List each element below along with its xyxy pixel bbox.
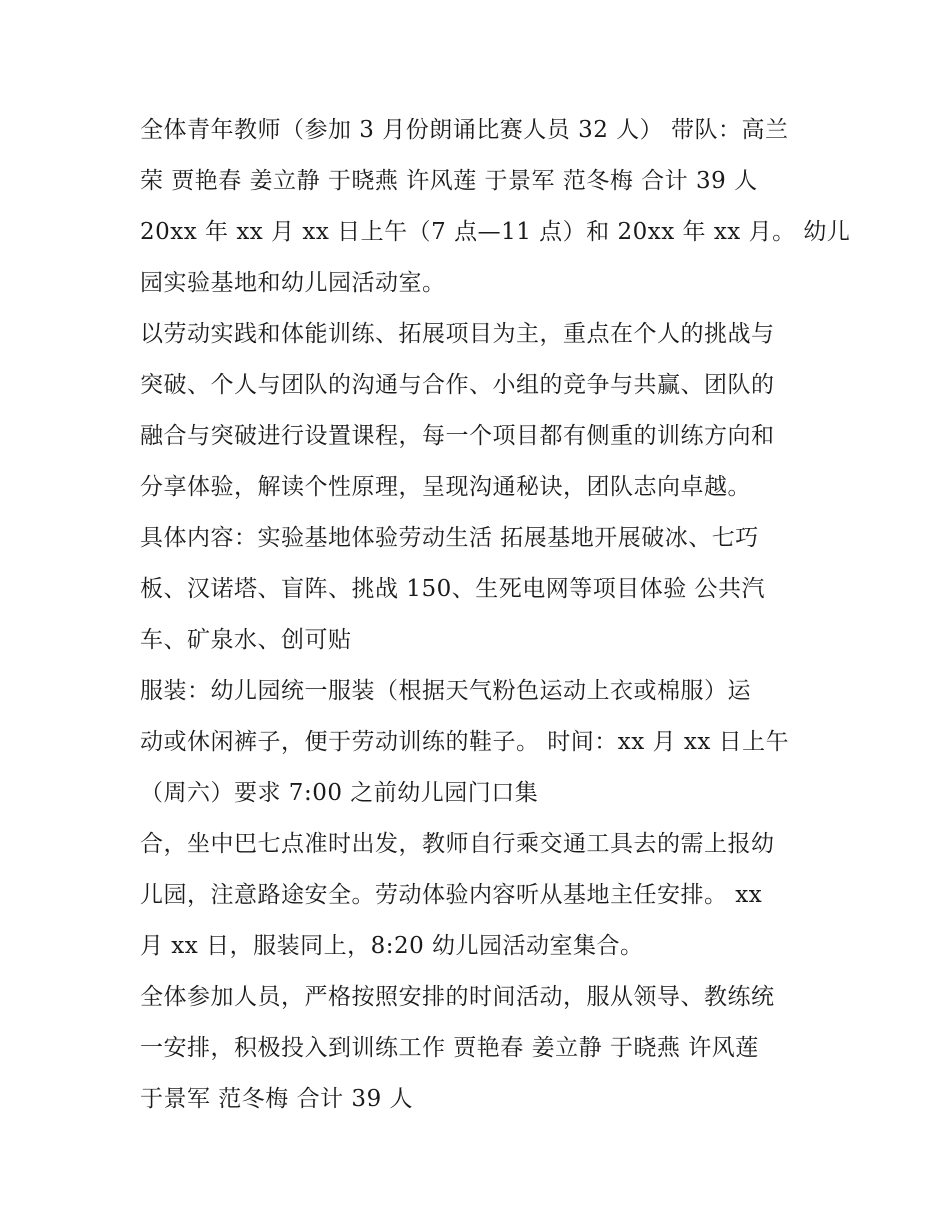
text-line: 全体青年教师（参加 3 月份朗诵比赛人员 32 人） 带队：高兰 [140,117,789,143]
text-line: （周六）要求 7:00 之前幼儿园门口集 [140,780,539,806]
text-line: 服装：幼儿园统一服装（根据天气粉色运动上衣或棉服）运 [140,678,751,704]
text-line: 儿园，注意路途安全。劳动体验内容听从基地主任安排。 xx [140,882,763,908]
text-line: 车、矿泉水、创可贴 [140,627,352,653]
document-body [140,105,851,1125]
text-line: 动或休闲裤子，便于劳动训练的鞋子。 时间：xx 月 xx 日上午 [140,729,790,755]
text-line: 以劳动实践和体能训练、拓展项目为主，重点在个人的挑战与 [140,321,775,347]
text-line: 园实验基地和幼儿园活动室。 [140,270,446,296]
text-line: 全体参加人员，严格按照安排的时间活动，服从领导、教练统 [140,984,775,1010]
text-line: 合，坐中巴七点准时出发，教师自行乘交通工具去的需上报幼 [140,831,775,857]
text-line: 于景军 范冬梅 合计 39 人 [140,1086,414,1112]
text-line: 20xx 年 xx 月 xx 日上午（7 点—11 点）和 20xx 年 xx 月。 幼儿 [140,219,851,245]
text-line: 月 xx 日，服装同上，8:20 幼儿园活动室集合。 [140,933,644,959]
text-line: 一安排，积极投入到训练工作 贾艳春 姜立静 于晓燕 许风莲 [140,1035,759,1061]
text-line: 融合与突破进行设置课程，每一个项目都有侧重的训练方向和 [140,423,775,449]
text-line: 具体内容：实验基地体验劳动生活 拓展基地开展破冰、七巧 [140,525,759,551]
text-line: 板、汉诺塔、盲阵、挑战 150、生死电网等项目体验 公共汽 [140,576,766,602]
text-line: 荣 贾艳春 姜立静 于晓燕 许风莲 于景军 范冬梅 合计 39 人 [140,168,758,194]
text-line: 突破、个人与团队的沟通与合作、小组的竞争与共赢、团队的 [140,372,775,398]
text-line: 分享体验，解读个性原理，呈现沟通秘诀，团队志向卓越。 [140,474,751,500]
